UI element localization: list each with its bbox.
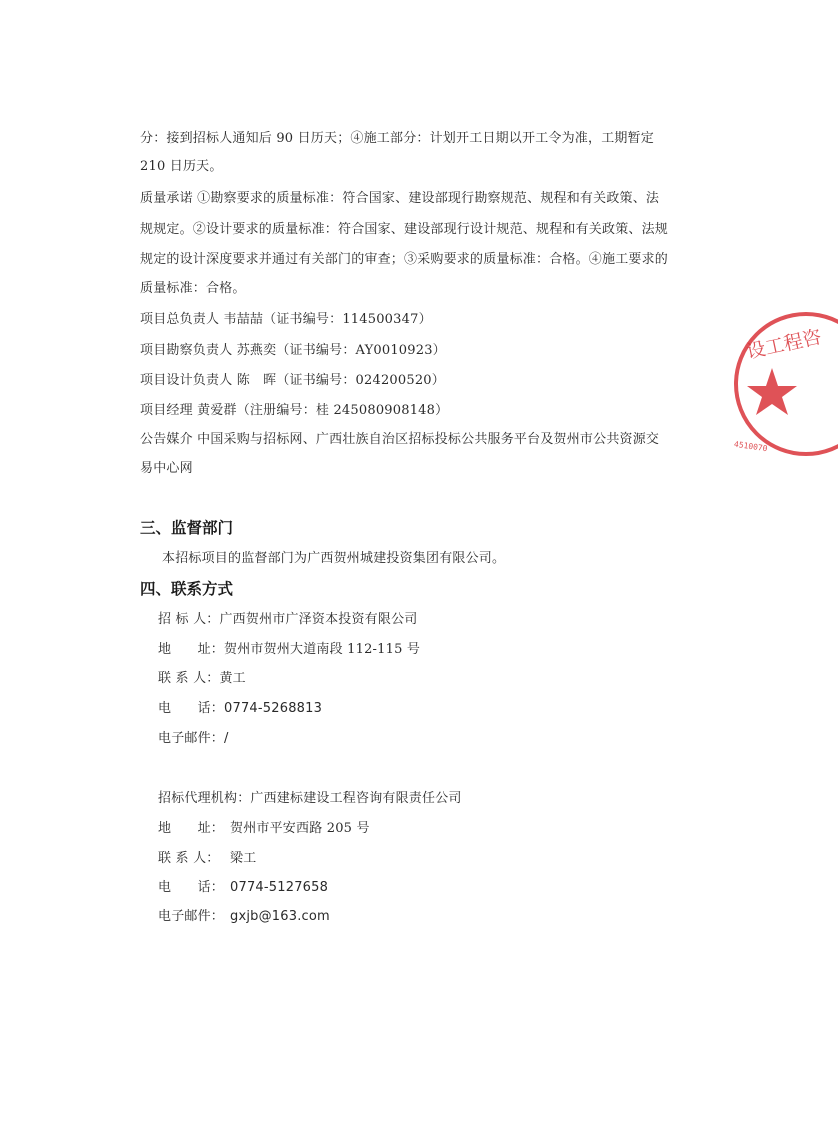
- tenderer-org-value: 广西贺州市广泽资本投资有限公司: [219, 612, 418, 627]
- tenderer-email-label: 电子邮件：: [158, 731, 225, 746]
- tenderer-org-label: 招 标 人：: [158, 612, 220, 627]
- agency-org-value: 广西建标建设工程咨询有限责任公司: [250, 791, 462, 806]
- tenderer-addr-value: 贺州市贺州大道南段 112-115 号: [224, 642, 421, 657]
- section-3-text: 本招标项目的监督部门为广西贺州城建投资集团有限公司。: [162, 551, 506, 566]
- agency-contact-row: [158, 851, 256, 867]
- agency-addr-row: [158, 821, 370, 837]
- tenderer-contact-row: [158, 671, 246, 687]
- agency-email-row: [158, 909, 330, 925]
- section-4-title: 四、联系方式: [140, 580, 234, 598]
- tenderer-phone-label: 电 话：: [158, 701, 225, 716]
- quality-line-1: 质量承诺 ①勘察要求的质量标准：符合国家、建设部现行勘察规范、规程和有关政策、法: [140, 191, 660, 206]
- agency-phone-label: 电 话：: [158, 880, 225, 895]
- tenderer-contact-label: 联 系 人：: [158, 671, 220, 686]
- tenderer-email-row: [158, 731, 229, 747]
- schedule-line-2: 210 日历天。: [140, 159, 223, 174]
- agency-email-value: gxjb@163.com: [230, 909, 330, 924]
- tenderer-phone-value: 0774-5268813: [224, 701, 323, 716]
- chief-responsible-line: 项目总负责人 韦喆喆（证书编号：114500347）: [140, 312, 432, 327]
- agency-org-label: 招标代理机构：: [158, 791, 251, 806]
- agency-contact-label: 联 系 人：: [158, 851, 220, 866]
- seal-star-icon: [747, 368, 797, 415]
- media-line-1: 公告媒介 中国采购与招标网、广西壮族自治区招标投标公共服务平台及贺州市公共资源交: [140, 432, 660, 447]
- tenderer-contact-value: 黄工: [219, 671, 246, 686]
- quality-line-2: 规规定。②设计要求的质量标准：符合国家、建设部现行设计规范、规程和有关政策、法规: [140, 222, 669, 237]
- schedule-line-1: 分：接到招标人通知后 90 日历天；④施工部分：计划开工日期以开工令为准，工期暂定: [140, 131, 655, 146]
- agency-org-row: [158, 791, 462, 807]
- agency-addr-label: 地 址：: [158, 821, 225, 836]
- company-seal-stamp: [728, 306, 838, 476]
- tenderer-org-row: [158, 612, 417, 628]
- tenderer-email-value: /: [224, 731, 229, 746]
- design-responsible-line: 项目设计负责人 陈 晖（证书编号：024200520）: [140, 373, 445, 388]
- seal-text: 设工程咨: [744, 325, 824, 364]
- section-3-title: 三、监督部门: [140, 519, 234, 537]
- media-line-2: 易中心网: [140, 461, 193, 476]
- tenderer-phone-row: [158, 701, 322, 717]
- agency-addr-value: 贺州市平安西路 205 号: [230, 821, 370, 836]
- quality-line-3: 规定的设计深度要求并通过有关部门的审查；③采购要求的质量标准：合格。④施工要求的: [140, 252, 669, 267]
- agency-phone-value: 0774-5127658: [230, 880, 329, 895]
- tenderer-addr-row: [158, 642, 420, 658]
- project-manager-line: 项目经理 黄爱群（注册编号：桂 245080908148）: [140, 403, 449, 418]
- agency-contact-value: 梁工: [230, 851, 257, 866]
- agency-phone-row: [158, 880, 328, 896]
- quality-line-4: 质量标准：合格。: [140, 281, 246, 296]
- tenderer-addr-label: 地 址：: [158, 642, 225, 657]
- survey-responsible-line: 项目勘察负责人 苏燕奕（证书编号：AY0010923）: [140, 343, 446, 358]
- seal-number: 4510070: [733, 439, 769, 454]
- agency-email-label: 电子邮件：: [158, 909, 225, 924]
